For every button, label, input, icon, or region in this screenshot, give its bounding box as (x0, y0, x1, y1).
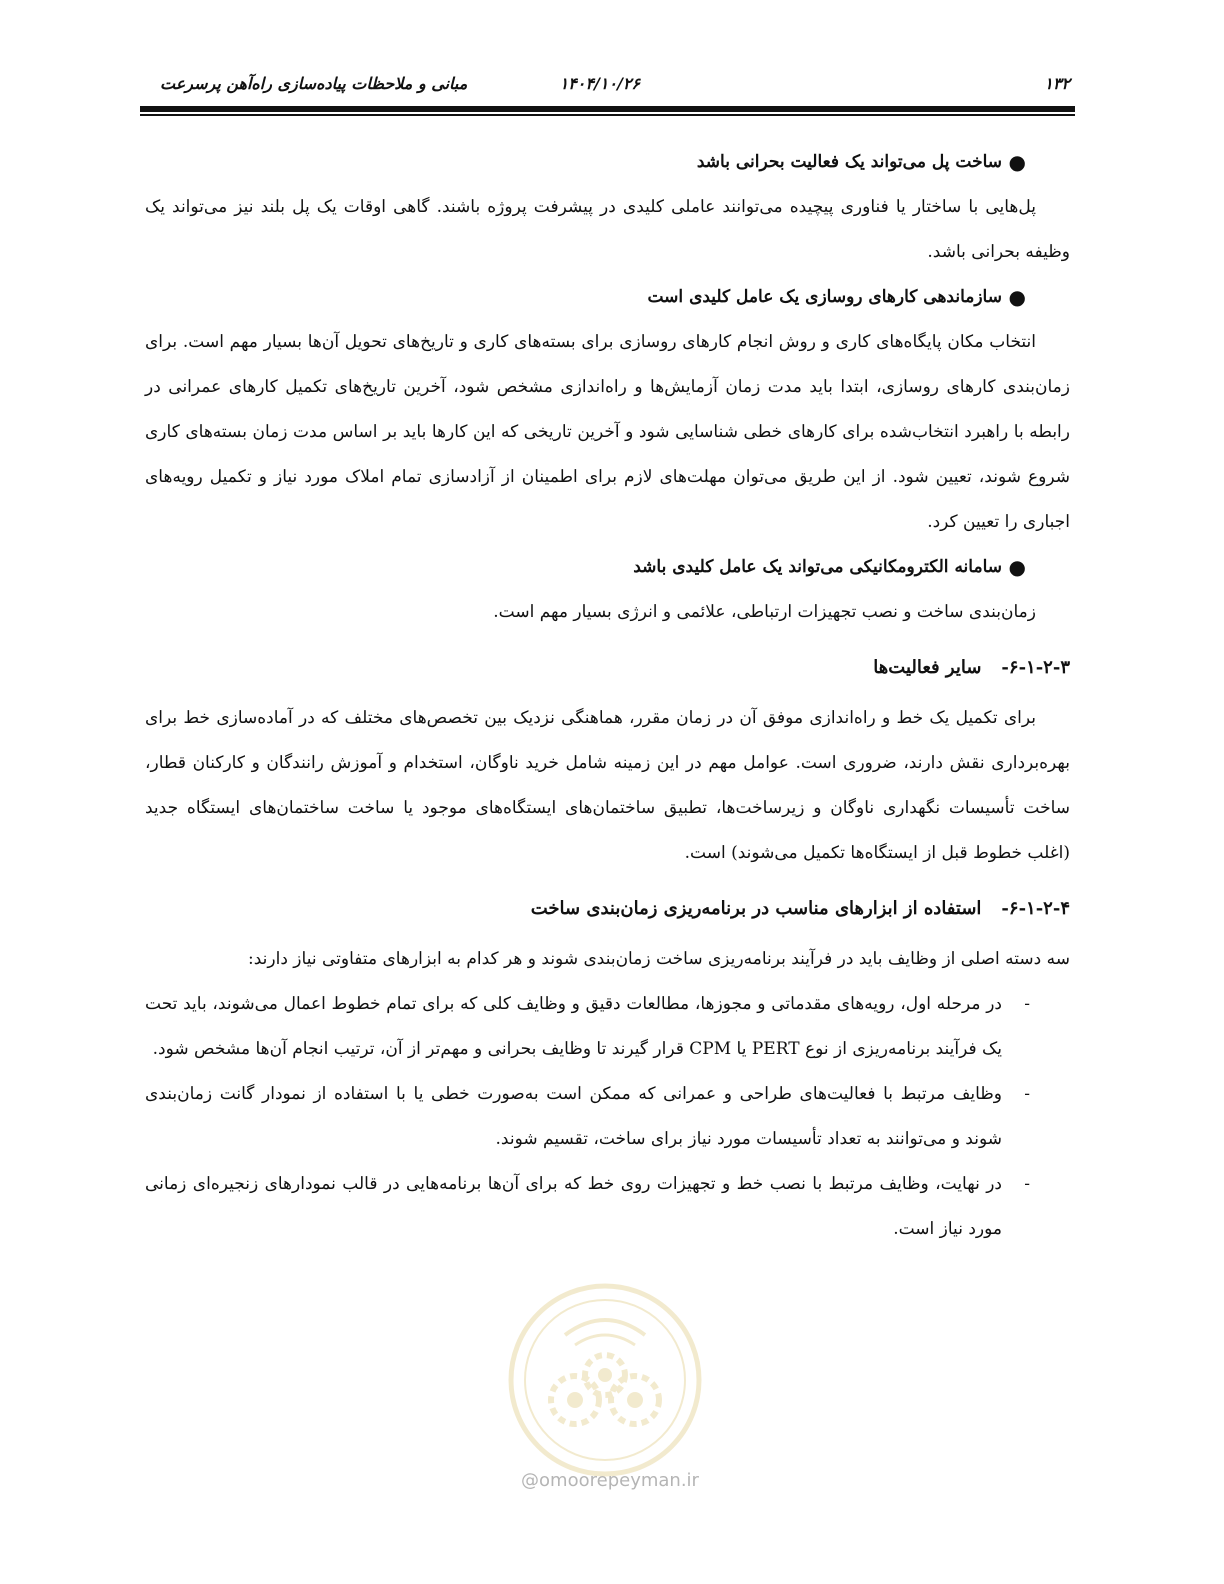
list-item-text: در مرحله اول، رویه‌های مقدماتی و مجوزها، مطالعات دقیق و وظایف کلی که برای تمام خطوط اعمال می‌شوند، باید تحت یک فرآیند برنامه‌ریزی از نوع PERT یا CPM قرار گیرند تا وظایف بحرانی و مهم‌تر از آن، ترتیب انجام آن‌ها مشخص شود. (145, 994, 1002, 1059)
list-item (145, 1072, 1070, 1162)
watermark-seal-icon (505, 1280, 705, 1480)
header-title: مبانی و ملاحظات پیاده‌سازی راه‌آهن پرسرعت (160, 74, 468, 93)
section-title: استفاده از ابزارهای مناسب در برنامه‌ریزی زمان‌بندی ساخت (530, 898, 982, 919)
page-number: ۱۳۲ (1044, 74, 1070, 93)
header-rule-thick (140, 106, 1075, 112)
main-content (145, 140, 1070, 1252)
list-item (145, 1162, 1070, 1252)
bullet-heading (145, 545, 1070, 590)
bullet-dot-icon: ● (1008, 150, 1026, 174)
paragraph: برای تکمیل یک خط و راه‌اندازی موفق آن در زمان مقرر، هماهنگی نزدیک بین تخصص‌های مختلف که در آماده‌سازی خط برای بهره‌برداری نقش دارند، ضروری است. عوامل مهم در این زمینه شامل خرید ناوگان، استخدام و آموزش رانندگان و کارکنان قطار، ساخت تأسیسات نگهداری ناوگان و زیرساخت‌ها، تطبیق ساختمان‌های ایستگاه‌های موجود یا ساخت ساختمان‌های ایستگاه جدید (اغلب خطوط قبل از ایستگاه‌ها تکمیل می‌شوند) است. (145, 708, 1070, 863)
header-rule-thin (140, 114, 1075, 116)
dash-marker: - (1024, 994, 1030, 1014)
section-number: ۶-۱-۲-۳- (1001, 657, 1070, 678)
section-title: سایر فعالیت‌ها (873, 657, 982, 678)
section-heading (145, 645, 1070, 690)
bullet-dot-icon: ● (1008, 555, 1026, 579)
bullet-title: سازماندهی کارهای روسازی یک عامل کلیدی است (647, 287, 1002, 307)
paragraph: سه دسته اصلی از وظایف باید در فرآیند برنامه‌ریزی ساخت زمان‌بندی شوند و هر کدام به ابزارهای متفاوتی نیاز دارند: (248, 949, 1070, 969)
bullet-title: ساخت پل می‌تواند یک فعالیت بحرانی باشد (696, 152, 1002, 172)
bullet-dot-icon: ● (1008, 285, 1026, 309)
paragraph: پل‌هایی با ساختار یا فناوری پیچیده می‌توانند عاملی کلیدی در پیشرفت پروژه باشند. گاهی اوقات یک پل بلند نیز می‌تواند یک وظیفه بحرانی باشد. (145, 197, 1070, 262)
header-date: ۱۴۰۴/۱۰/۲۶ (559, 74, 640, 93)
dash-marker: - (1024, 1174, 1030, 1194)
dash-list (145, 982, 1070, 1252)
section-number: ۶-۱-۲-۴- (1001, 898, 1070, 919)
dash-marker: - (1024, 1084, 1030, 1104)
bullet-title: سامانه الکترومکانیکی می‌تواند یک عامل کلیدی باشد (633, 557, 1002, 577)
page-header (152, 74, 1070, 102)
section-heading (145, 886, 1070, 931)
list-item-text: وظایف مرتبط با فعالیت‌های طراحی و عمرانی که ممکن است به‌صورت خطی یا با استفاده از نمودار گانت زمان‌بندی شوند و می‌توانند به تعداد تأسیسات مورد نیاز برای ساخت، تقسیم شوند. (145, 1084, 1002, 1149)
paragraph: زمان‌بندی ساخت و نصب تجهیزات ارتباطی، علائمی و انرژی بسیار مهم است. (493, 602, 1036, 622)
list-item (145, 982, 1070, 1072)
list-item-text: در نهایت، وظایف مرتبط با نصب خط و تجهیزات روی خط که برای آن‌ها برنامه‌هایی در قالب نمودارهای زنجیره‌ای زمانی مورد نیاز است. (145, 1174, 1002, 1239)
paragraph: انتخاب مکان پایگاه‌های کاری و روش انجام کارهای روسازی برای بسته‌های کاری و تاریخ‌های تحویل آن‌ها بسیار مهم است. برای زمان‌بندی کارهای روسازی، ابتدا باید مدت زمان آزمایش‌ها و راه‌اندازی مشخص شود، آخرین تاریخ‌های تکمیل کارهای عمرانی در رابطه با راهبرد انتخاب‌شده برای کارهای خطی شناسایی شود و آخرین تاریخی که این کارها باید بر اساس مدت زمان بسته‌های کاری شروع شوند، تعیین شود. از این طریق می‌توان مهلت‌های لازم برای اطمینان از آزادسازی تمام املاک مورد نیاز و تکمیل رویه‌های اجباری را تعیین کرد. (145, 332, 1070, 532)
footer-website: @omoorepeyman.ir (521, 1470, 699, 1491)
bullet-heading (145, 275, 1070, 320)
bullet-heading (145, 140, 1070, 185)
